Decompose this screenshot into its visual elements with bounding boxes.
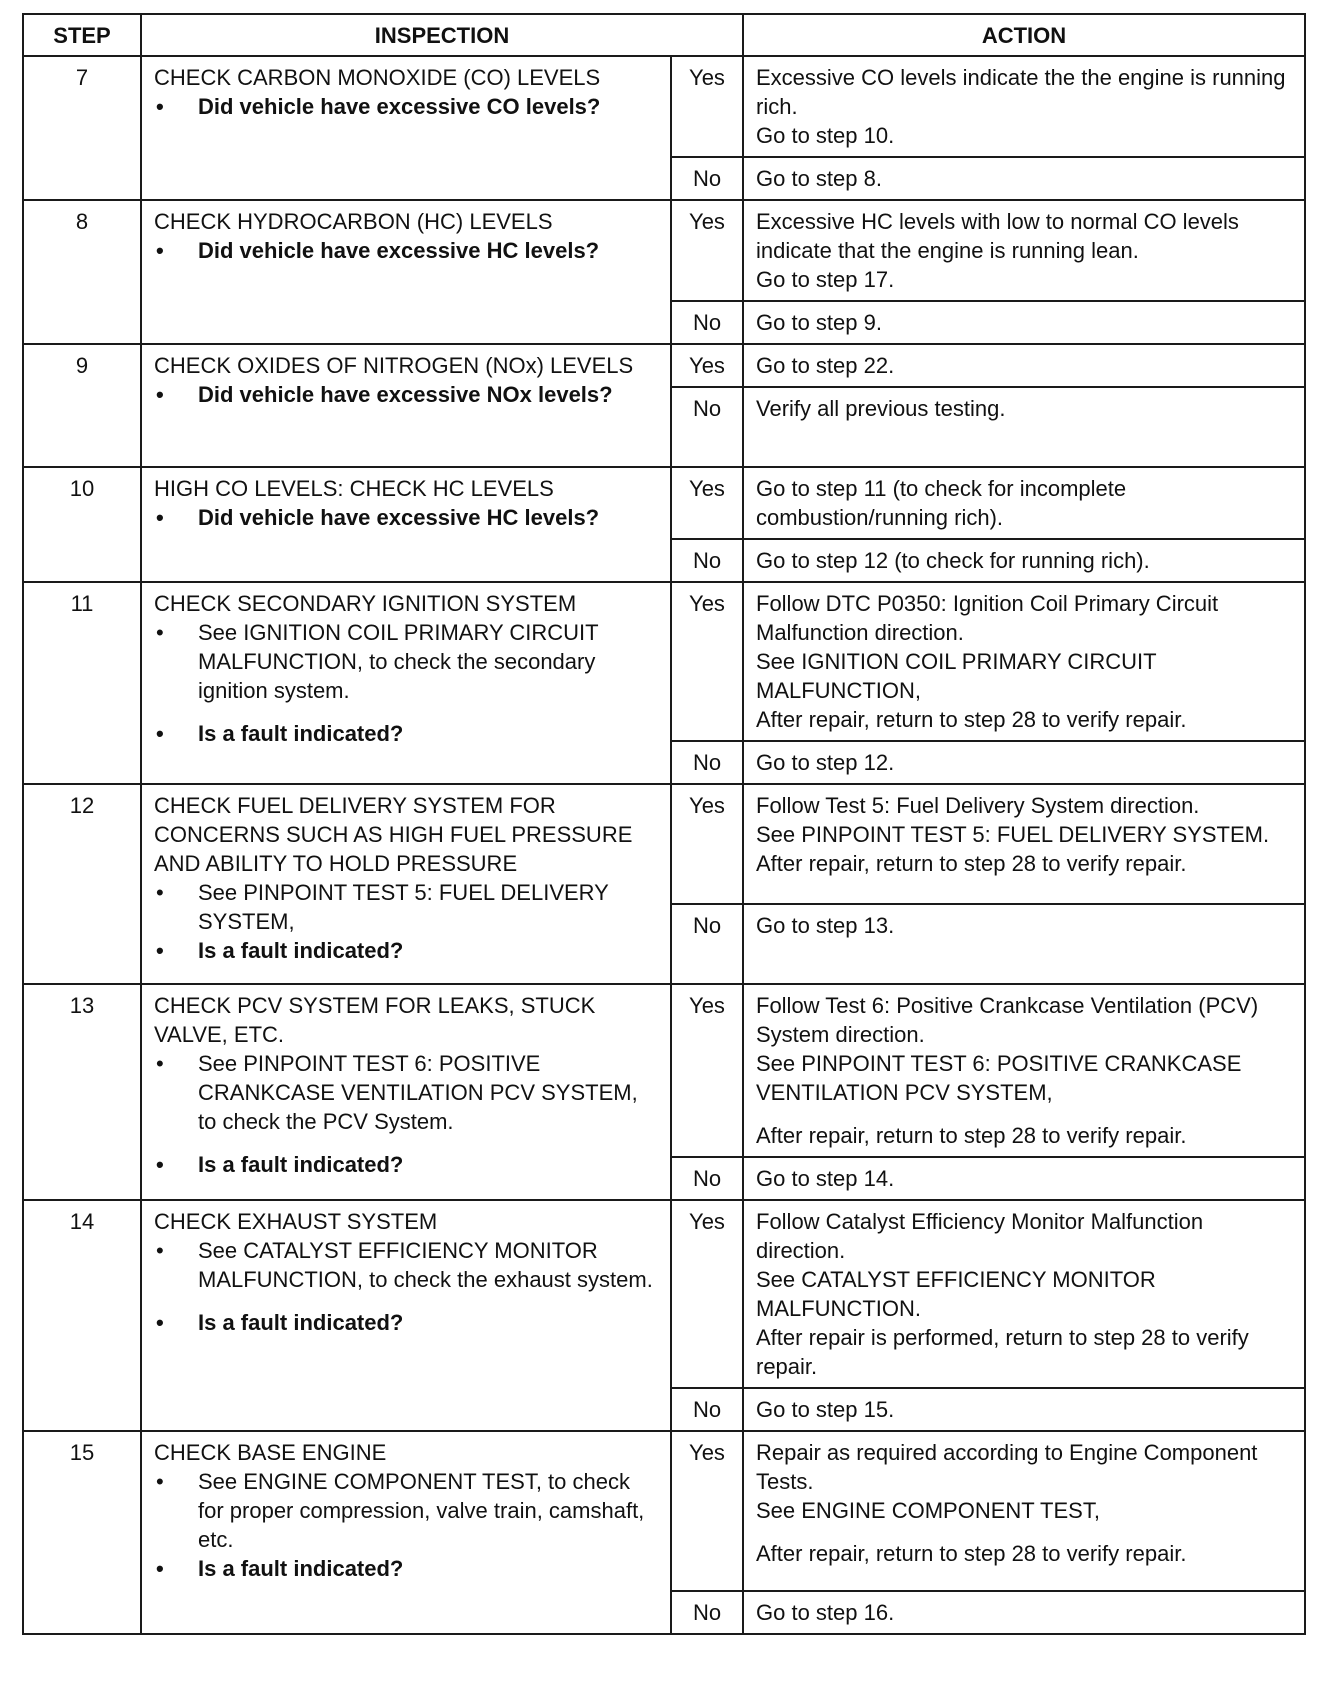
inspection-cell bbox=[141, 784, 671, 984]
inspection-title: CHECK FUEL DELIVERY SYSTEM FOR CONCERNS SUCH AS HIGH FUEL PRESSURE AND ABILITY TO HOLD PRESSURE bbox=[154, 793, 633, 876]
inspection-cell bbox=[141, 344, 671, 467]
action-line: Go to step 13. bbox=[756, 913, 895, 938]
inspection-question: • Did vehicle have excessive HC levels? bbox=[154, 236, 660, 265]
step-number: 8 bbox=[23, 200, 141, 344]
step-number: 15 bbox=[23, 1431, 141, 1634]
action-line: See ENGINE COMPONENT TEST, bbox=[756, 1498, 1100, 1523]
inspection-question: • Is a fault indicated? bbox=[154, 1150, 660, 1179]
answer-yes: Yes bbox=[671, 1200, 743, 1388]
inspection-cell bbox=[141, 582, 671, 784]
inspection-cell bbox=[141, 467, 671, 582]
answer-no: No bbox=[671, 157, 743, 200]
answer-yes: Yes bbox=[671, 344, 743, 387]
inspection-cell bbox=[141, 984, 671, 1200]
answer-no: No bbox=[671, 1157, 743, 1200]
action-line: After repair is performed, return to step 28 to verify repair. bbox=[756, 1325, 1249, 1379]
step-row-yes bbox=[23, 344, 1305, 387]
action-yes bbox=[743, 200, 1305, 301]
inspection-see: • See IGNITION COIL PRIMARY CIRCUIT MALFUNCTION, to check the secondary ignition system. bbox=[154, 618, 660, 705]
inspection-see: • See CATALYST EFFICIENCY MONITOR MALFUNCTION, to check the exhaust system. bbox=[154, 1236, 660, 1294]
action-line: Follow DTC P0350: Ignition Coil Primary Circuit Malfunction direction. bbox=[756, 591, 1219, 645]
step-row-yes bbox=[23, 984, 1305, 1157]
step-row-yes bbox=[23, 467, 1305, 539]
action-line: See PINPOINT TEST 5: FUEL DELIVERY SYSTEM. bbox=[756, 822, 1270, 847]
action-line: Follow Catalyst Efficiency Monitor Malfunction direction. bbox=[756, 1209, 1204, 1263]
step-number: 7 bbox=[23, 56, 141, 200]
inspection-question: • Did vehicle have excessive NOx levels? bbox=[154, 380, 660, 409]
action-line: See IGNITION COIL PRIMARY CIRCUIT MALFUNCTION, bbox=[756, 649, 1157, 703]
action-yes bbox=[743, 1431, 1305, 1591]
diagnostic-table bbox=[22, 13, 1306, 1635]
inspection-title: CHECK BASE ENGINE bbox=[154, 1440, 387, 1465]
action-yes bbox=[743, 467, 1305, 539]
action-line: Go to step 11 (to check for incomplete combustion/running rich). bbox=[756, 476, 1127, 530]
answer-no: No bbox=[671, 301, 743, 344]
action-line: Go to step 15. bbox=[756, 1397, 895, 1422]
action-line: Excessive HC levels with low to normal CO levels indicate that the engine is running lean. bbox=[756, 209, 1239, 263]
inspection-title: HIGH CO LEVELS: CHECK HC LEVELS bbox=[154, 476, 554, 501]
action-line: Excessive CO levels indicate the the engine is running rich. bbox=[756, 65, 1286, 119]
action-no bbox=[743, 1388, 1305, 1431]
header-action: ACTION bbox=[743, 14, 1305, 56]
action-yes bbox=[743, 1200, 1305, 1388]
action-line: Go to step 22. bbox=[756, 353, 895, 378]
action-yes bbox=[743, 582, 1305, 741]
inspection-question: • Is a fault indicated? bbox=[154, 936, 660, 965]
action-line: Follow Test 5: Fuel Delivery System direction. bbox=[756, 793, 1200, 818]
inspection-question: • Did vehicle have excessive HC levels? bbox=[154, 503, 660, 532]
step-row-yes bbox=[23, 56, 1305, 157]
action-no bbox=[743, 539, 1305, 582]
inspection-cell bbox=[141, 56, 671, 200]
action-line: Go to step 9. bbox=[756, 310, 882, 335]
answer-yes: Yes bbox=[671, 200, 743, 301]
inspection-cell bbox=[141, 200, 671, 344]
step-row-yes bbox=[23, 200, 1305, 301]
inspection-see: • See PINPOINT TEST 6: POSITIVE CRANKCASE VENTILATION PCV SYSTEM, to check the PCV System. bbox=[154, 1049, 660, 1136]
action-no bbox=[743, 741, 1305, 784]
action-line: Verify all previous testing. bbox=[756, 396, 1006, 421]
step-row-yes bbox=[23, 1431, 1305, 1591]
action-line: Go to step 8. bbox=[756, 166, 882, 191]
answer-no: No bbox=[671, 741, 743, 784]
action-line: Go to step 17. bbox=[756, 267, 895, 292]
action-yes bbox=[743, 344, 1305, 387]
answer-yes: Yes bbox=[671, 582, 743, 741]
action-no bbox=[743, 301, 1305, 344]
action-line: See CATALYST EFFICIENCY MONITOR MALFUNCTION. bbox=[756, 1267, 1156, 1321]
inspection-question: • Is a fault indicated? bbox=[154, 719, 660, 748]
answer-no: No bbox=[671, 1388, 743, 1431]
action-line: Go to step 10. bbox=[756, 123, 895, 148]
inspection-see: • See PINPOINT TEST 5: FUEL DELIVERY SYSTEM, bbox=[154, 878, 660, 936]
action-no bbox=[743, 387, 1305, 467]
inspection-title: CHECK HYDROCARBON (HC) LEVELS bbox=[154, 209, 553, 234]
step-number: 12 bbox=[23, 784, 141, 984]
inspection-title: CHECK EXHAUST SYSTEM bbox=[154, 1209, 438, 1234]
action-line: See PINPOINT TEST 6: POSITIVE CRANKCASE VENTILATION PCV SYSTEM, bbox=[756, 1051, 1242, 1105]
step-number: 9 bbox=[23, 344, 141, 467]
step-number: 14 bbox=[23, 1200, 141, 1431]
action-line: Go to step 12. bbox=[756, 750, 895, 775]
action-no bbox=[743, 157, 1305, 200]
action-yes bbox=[743, 784, 1305, 904]
inspection-question: • Is a fault indicated? bbox=[154, 1554, 660, 1583]
action-line: After repair, return to step 28 to verify repair. bbox=[756, 1541, 1187, 1566]
inspection-cell bbox=[141, 1431, 671, 1634]
inspection-title: CHECK PCV SYSTEM FOR LEAKS, STUCK VALVE, ETC. bbox=[154, 993, 596, 1047]
step-number: 10 bbox=[23, 467, 141, 582]
answer-yes: Yes bbox=[671, 984, 743, 1157]
action-line: Go to step 16. bbox=[756, 1600, 895, 1625]
inspection-see: • See ENGINE COMPONENT TEST, to check for proper compression, valve train, camshaft, etc. bbox=[154, 1467, 660, 1554]
inspection-question: • Is a fault indicated? bbox=[154, 1308, 660, 1337]
inspection-cell bbox=[141, 1200, 671, 1431]
answer-yes: Yes bbox=[671, 784, 743, 904]
header-row bbox=[23, 14, 1305, 56]
inspection-title: CHECK CARBON MONOXIDE (CO) LEVELS bbox=[154, 65, 601, 90]
action-line: After repair, return to step 28 to verify repair. bbox=[756, 851, 1187, 876]
step-row-yes bbox=[23, 1200, 1305, 1388]
answer-no: No bbox=[671, 539, 743, 582]
answer-yes: Yes bbox=[671, 56, 743, 157]
action-line: Go to step 12 (to check for running rich). bbox=[756, 548, 1150, 573]
action-no bbox=[743, 1591, 1305, 1634]
action-no bbox=[743, 904, 1305, 984]
inspection-title: CHECK SECONDARY IGNITION SYSTEM bbox=[154, 591, 577, 616]
inspection-title: CHECK OXIDES OF NITROGEN (NOx) LEVELS bbox=[154, 353, 634, 378]
answer-yes: Yes bbox=[671, 1431, 743, 1591]
step-number: 11 bbox=[23, 582, 141, 784]
action-yes bbox=[743, 56, 1305, 157]
step-number: 13 bbox=[23, 984, 141, 1200]
answer-yes: Yes bbox=[671, 467, 743, 539]
answer-no: No bbox=[671, 904, 743, 984]
answer-no: No bbox=[671, 387, 743, 467]
action-no bbox=[743, 1157, 1305, 1200]
step-row-yes bbox=[23, 784, 1305, 904]
inspection-question: • Did vehicle have excessive CO levels? bbox=[154, 92, 660, 121]
action-line: After repair, return to step 28 to verify repair. bbox=[756, 1123, 1187, 1148]
action-line: Follow Test 6: Positive Crankcase Ventilation (PCV) System direction. bbox=[756, 993, 1259, 1047]
action-line: After repair, return to step 28 to verify repair. bbox=[756, 707, 1187, 732]
header-inspection: INSPECTION bbox=[141, 14, 743, 56]
step-row-yes bbox=[23, 582, 1305, 741]
action-line: Repair as required according to Engine Component Tests. bbox=[756, 1440, 1258, 1494]
header-step: STEP bbox=[23, 14, 141, 56]
action-line: Go to step 14. bbox=[756, 1166, 895, 1191]
action-yes bbox=[743, 984, 1305, 1157]
answer-no: No bbox=[671, 1591, 743, 1634]
